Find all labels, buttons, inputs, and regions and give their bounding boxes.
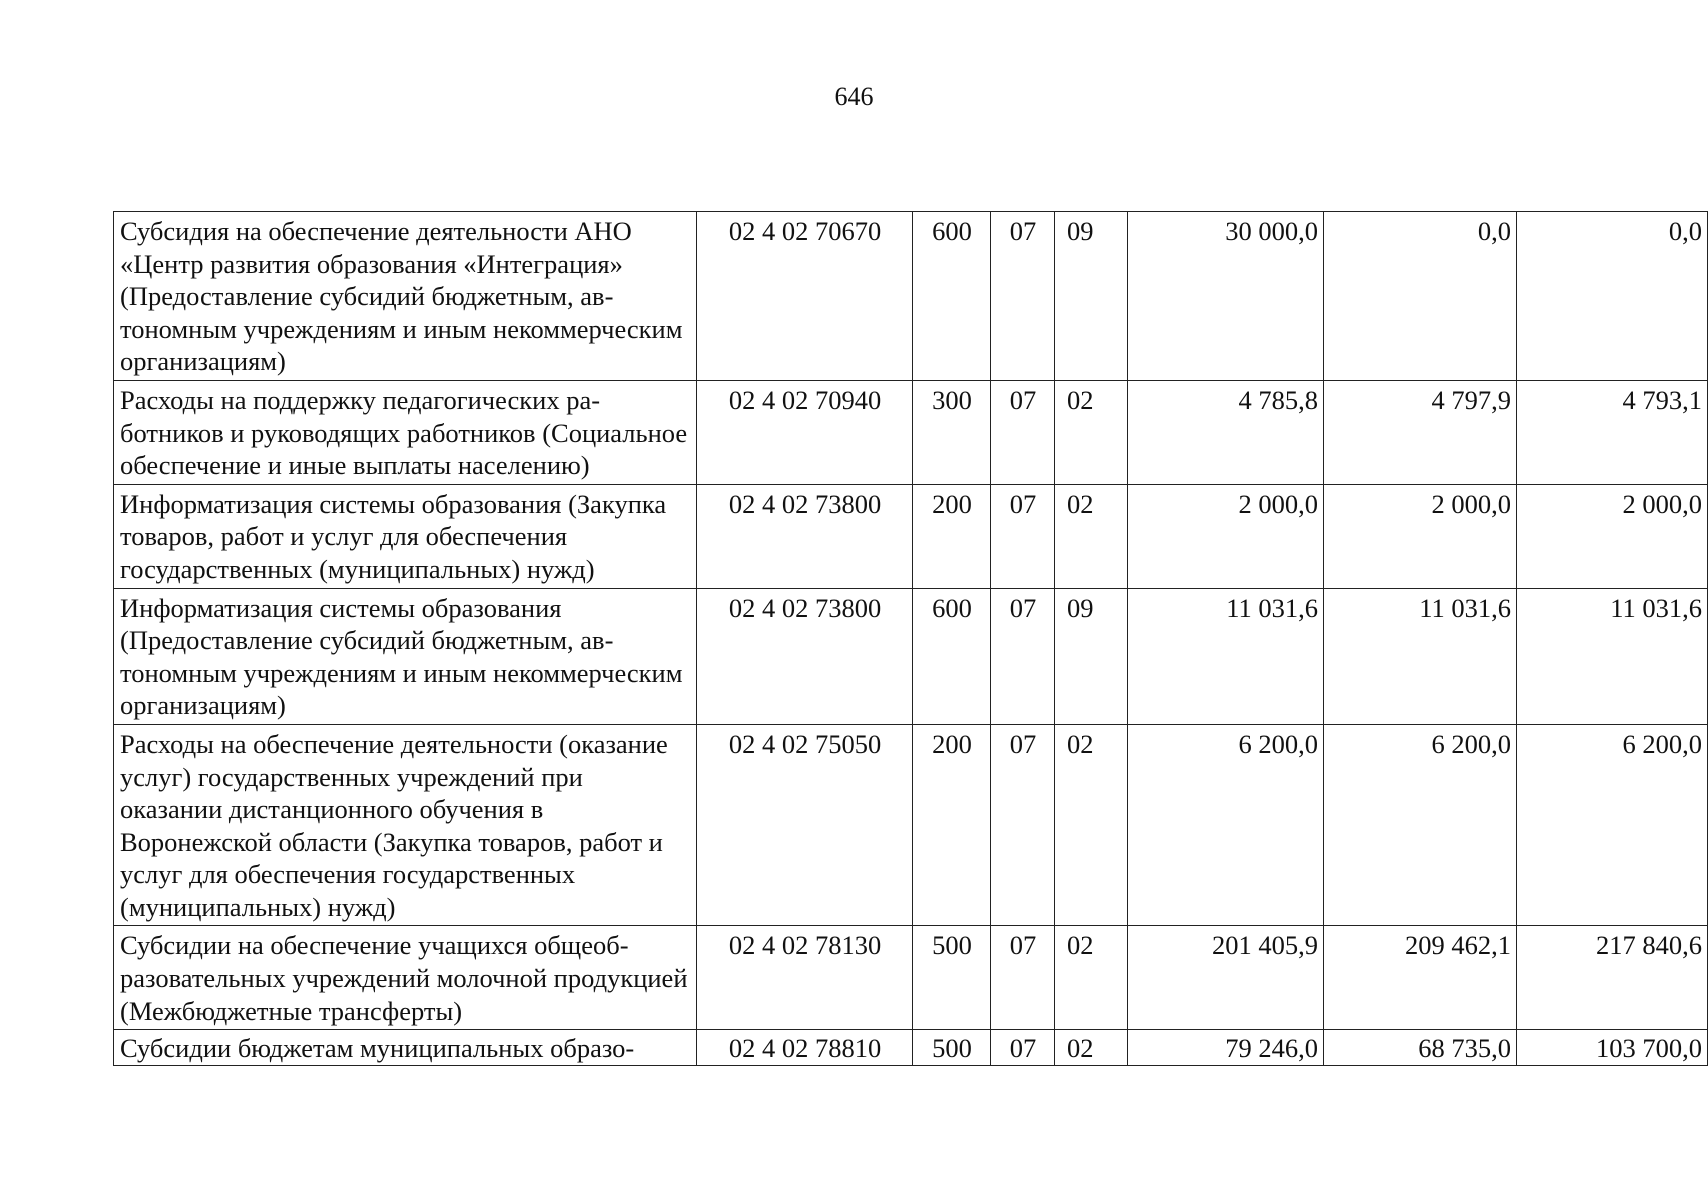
target-article-code: 02 4 02 78810 [697,1030,913,1066]
amount-year-3: 103 700,0 [1517,1030,1708,1066]
amount-year-2: 2 000,0 [1324,484,1517,588]
section-code: 07 [991,724,1055,926]
amount-year-2: 68 735,0 [1324,1030,1517,1066]
amount-year-2: 6 200,0 [1324,724,1517,926]
section-code: 07 [991,484,1055,588]
amount-year-2: 11 031,6 [1324,588,1517,724]
target-article-code: 02 4 02 73800 [697,484,913,588]
amount-year-1: 11 031,6 [1128,588,1324,724]
amount-year-2: 4 797,9 [1324,380,1517,484]
budget-table-body [114,212,1708,1066]
subsection-code: 02 [1055,1030,1128,1066]
amount-year-1: 79 246,0 [1128,1030,1324,1066]
amount-year-3: 217 840,6 [1517,926,1708,1030]
subsection-code: 02 [1055,484,1128,588]
expense-type-code: 500 [913,926,991,1030]
amount-year-1: 2 000,0 [1128,484,1324,588]
subsection-code: 02 [1055,724,1128,926]
target-article-code: 02 4 02 73800 [697,588,913,724]
amount-year-1: 4 785,8 [1128,380,1324,484]
section-code: 07 [991,1030,1055,1066]
table-row [114,212,1708,381]
table-row [114,1030,1708,1066]
subsection-code: 02 [1055,380,1128,484]
subsection-code: 09 [1055,588,1128,724]
budget-table [113,211,1708,1066]
amount-year-3: 2 000,0 [1517,484,1708,588]
amount-year-3: 6 200,0 [1517,724,1708,926]
expense-item-name: Расходы на обеспечение деятельности (оказание услуг) государственных учреждений при оказании дистанционного обучения в Воронежской области (Закупка товаров, работ и услуг для обеспечения государственных (муниципальных) нужд) [114,724,697,926]
section-code: 07 [991,588,1055,724]
table-row [114,380,1708,484]
table-row [114,588,1708,724]
expense-item-name: Субсидии бюджетам муниципальных образо- [114,1030,697,1066]
amount-year-1: 201 405,9 [1128,926,1324,1030]
expense-item-name: Информатизация системы образования (Закупка товаров, работ и услуг для обеспечения государственных (муниципальных) нужд) [114,484,697,588]
target-article-code: 02 4 02 75050 [697,724,913,926]
table-row [114,724,1708,926]
section-code: 07 [991,926,1055,1030]
subsection-code: 02 [1055,926,1128,1030]
table-row [114,484,1708,588]
page-number: 646 [834,82,874,111]
table-row [114,926,1708,1030]
section-code: 07 [991,380,1055,484]
expense-type-code: 300 [913,380,991,484]
expense-type-code: 600 [913,212,991,381]
expense-item-name: Информатизация системы образования (Предоставление субсидий бюджетным, автономным учреждениям и иным некоммерческим организациям) [114,588,697,724]
expense-item-name: Субсидия на обеспечение деятельности АНО «Центр развития образования «Интеграция» (Предоставление субсидий бюджетным, автономным учреждениям и иным некоммерческим организациям) [114,212,697,381]
section-code: 07 [991,212,1055,381]
expense-type-code: 200 [913,484,991,588]
amount-year-2: 0,0 [1324,212,1517,381]
amount-year-3: 4 793,1 [1517,380,1708,484]
amount-year-3: 11 031,6 [1517,588,1708,724]
expense-type-code: 500 [913,1030,991,1066]
target-article-code: 02 4 02 70940 [697,380,913,484]
expense-item-name: Расходы на поддержку педагогических работников и руководящих работников (Социальное обеспечение и иные выплаты населению) [114,380,697,484]
subsection-code: 09 [1055,212,1128,381]
amount-year-2: 209 462,1 [1324,926,1517,1030]
expense-item-name: Субсидии на обеспечение учащихся общеобразовательных учреждений молочной продукцией (Межбюджетные трансферты) [114,926,697,1030]
target-article-code: 02 4 02 70670 [697,212,913,381]
amount-year-1: 30 000,0 [1128,212,1324,381]
amount-year-3: 0,0 [1517,212,1708,381]
amount-year-1: 6 200,0 [1128,724,1324,926]
target-article-code: 02 4 02 78130 [697,926,913,1030]
expense-type-code: 200 [913,724,991,926]
expense-type-code: 600 [913,588,991,724]
